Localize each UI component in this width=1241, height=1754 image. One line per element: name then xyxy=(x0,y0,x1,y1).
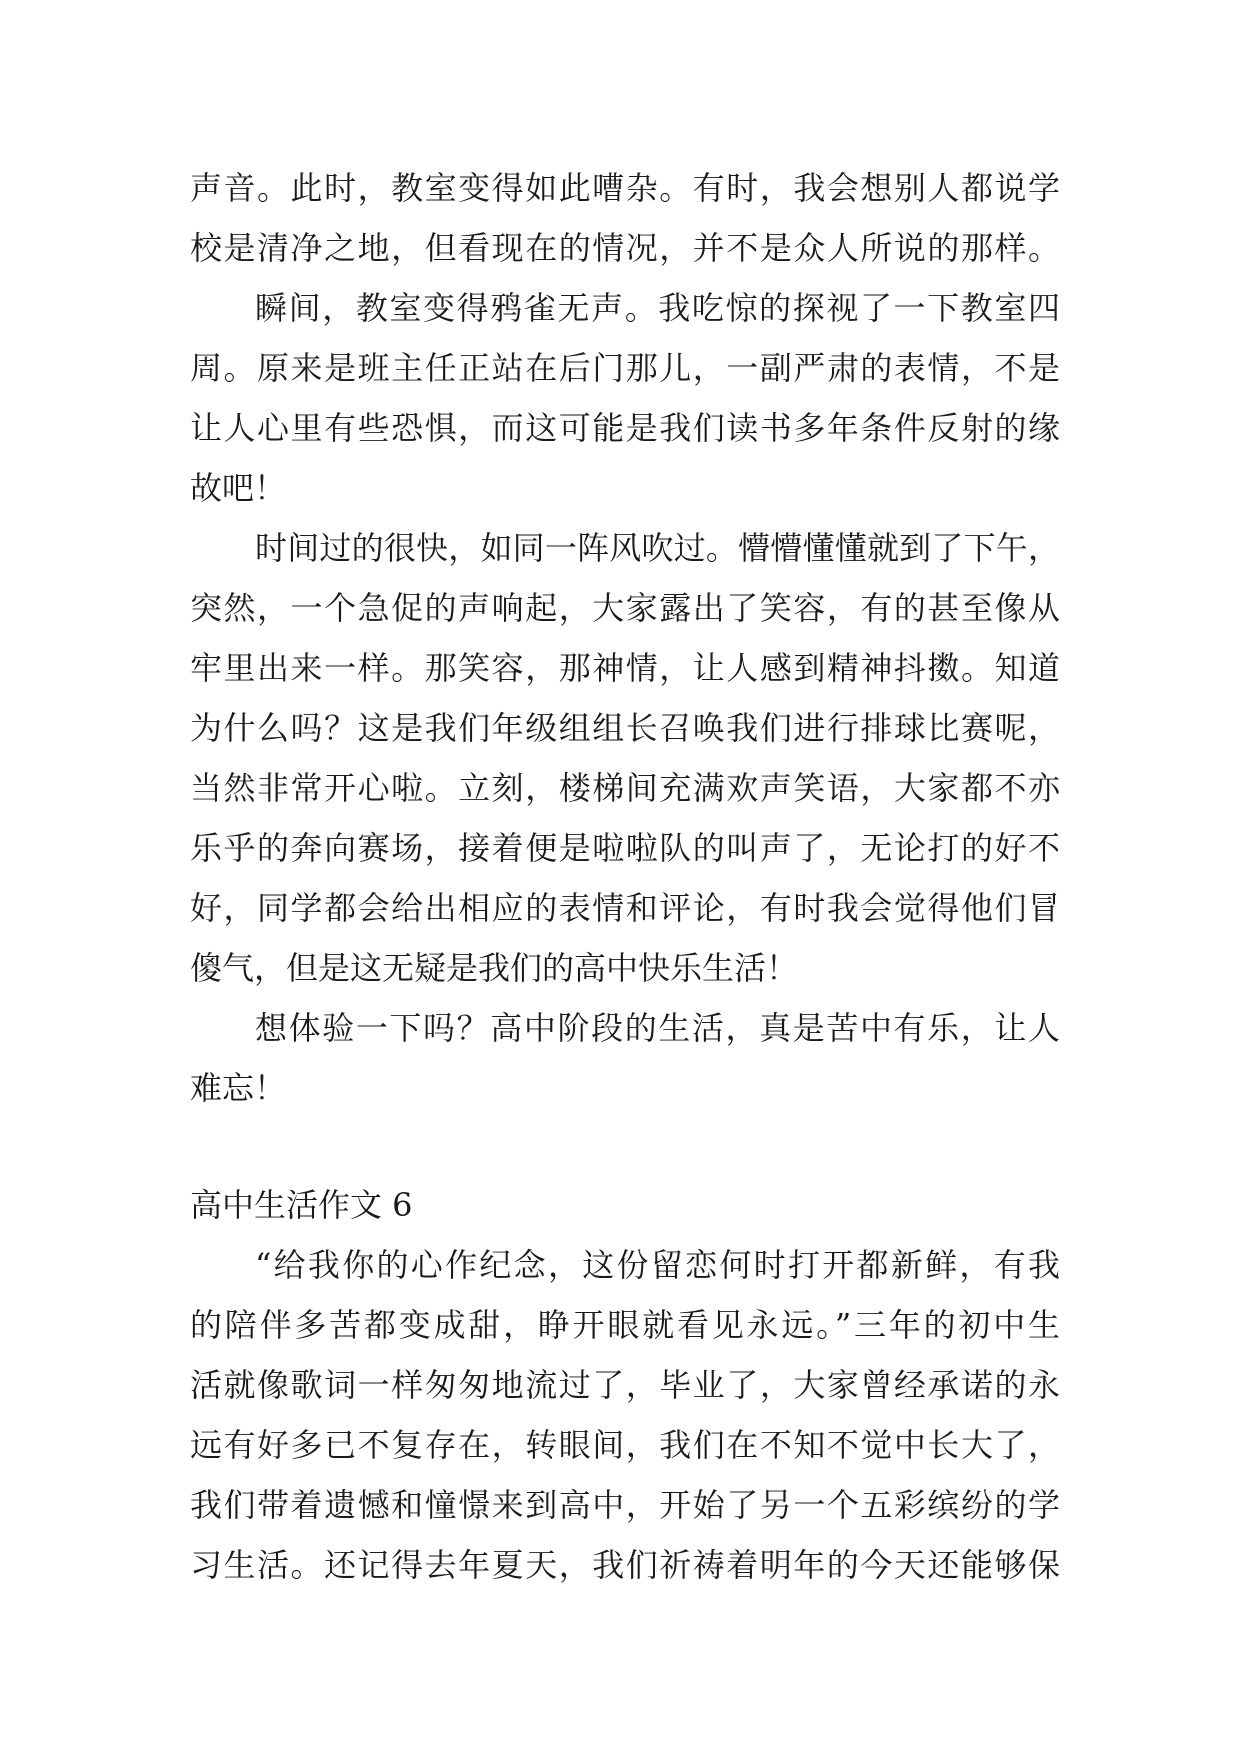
paragraph-line: 时间过的很快，如同一阵风吹过。懵懵懂懂就到了下午， xyxy=(255,529,1060,567)
paragraph-line: 傻气，但是这无疑是我们的高中快乐生活！ xyxy=(190,949,799,987)
paragraph-line: “给我你的心作纪念，这份留恋何时打开都新鲜，有我 xyxy=(255,1246,1060,1284)
paragraph-line: 瞬间，教室变得鸦雀无声。我吃惊的探视了一下教室四 xyxy=(255,289,1060,327)
paragraph-line: 牢里出来一样。那笑容，那神情，让人感到精神抖擞。知道 xyxy=(190,649,1060,687)
paragraph-line: 突然，一个急促的声响起，大家露出了笑容，有的甚至像从 xyxy=(190,589,1060,627)
paragraph-line: 远有好多已不复存在，转眼间，我们在不知不觉中长大了， xyxy=(190,1426,1060,1464)
paragraph-line: 好，同学都会给出相应的表情和评论，有时我会觉得他们冒 xyxy=(190,889,1060,927)
paragraph-line: 当然非常开心啦。立刻，楼梯间充满欢声笑语，大家都不亦 xyxy=(190,769,1060,807)
paragraph-line: 声音。此时，教室变得如此嘈杂。有时，我会想别人都说学 xyxy=(190,169,1060,207)
paragraph-line: 周。原来是班主任正站在后门那儿，一副严肃的表情，不是 xyxy=(190,349,1060,387)
section-heading: 高中生活作文 6 xyxy=(190,1186,413,1224)
paragraph-line: 乐乎的奔向赛场，接着便是啦啦队的叫声了，无论打的好不 xyxy=(190,829,1060,867)
paragraph-line: 习生活。还记得去年夏天，我们祈祷着明年的今天还能够保 xyxy=(190,1546,1060,1584)
paragraph-line: 难忘！ xyxy=(190,1069,287,1107)
paragraph-line: 让人心里有些恐惧，而这可能是我们读书多年条件反射的缘 xyxy=(190,409,1060,447)
paragraph-line: 校是清净之地，但看现在的情况，并不是众人所说的那样。 xyxy=(190,229,1060,267)
paragraph-line: 活就像歌词一样匆匆地流过了，毕业了，大家曾经承诺的永 xyxy=(190,1366,1060,1404)
paragraph-line: 想体验一下吗？高中阶段的生活，真是苦中有乐，让人 xyxy=(255,1009,1060,1047)
paragraph-line: 故吧！ xyxy=(190,469,287,507)
paragraph-line: 为什么吗？这是我们年级组组长召唤我们进行排球比赛呢， xyxy=(190,709,1060,747)
paragraph-line: 我们带着遗憾和憧憬来到高中，开始了另一个五彩缤纷的学 xyxy=(190,1486,1060,1524)
paragraph-line: 的陪伴多苦都变成甜，睁开眼就看见永远。”三年的初中生 xyxy=(190,1306,1060,1344)
